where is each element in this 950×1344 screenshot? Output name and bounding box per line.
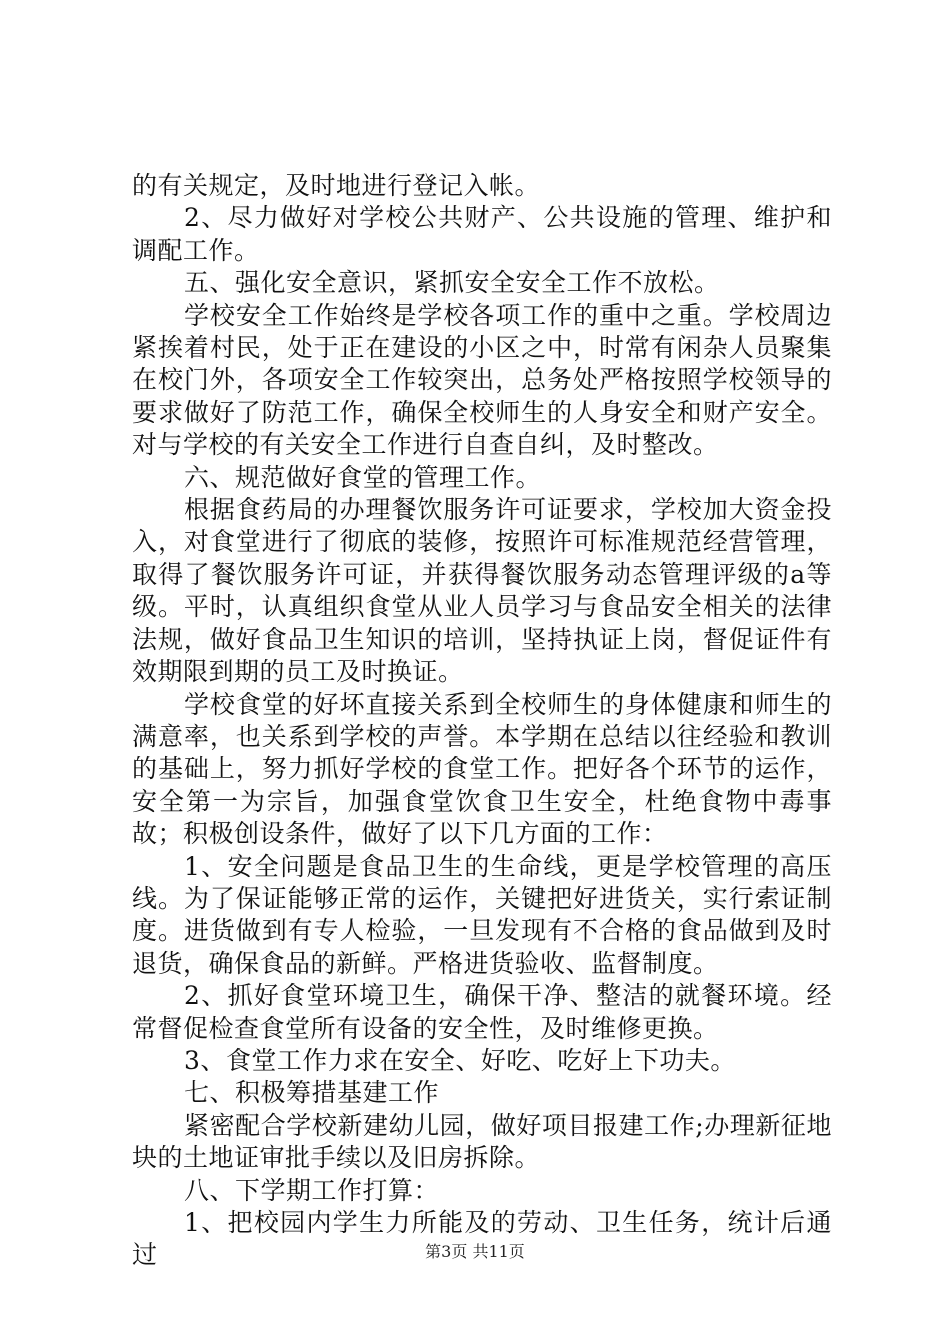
- section-heading-8-plan: 八、下学期工作打算：: [184, 1175, 440, 1205]
- section-heading-5-safety: 五、强化安全意识，紧抓安全安全工作不放松。: [184, 268, 720, 298]
- document-body: [132, 170, 832, 1272]
- paragraph-safety-work: 学校安全工作始终是学校各项工作的重中之重。学校周边紧挨着村民，处于正在建设的小区之中，时常有闲杂人员聚集在校门外，各项安全工作较突出，总务处严格按照学校领导的要求做好了防范工作，确保全校师生的人身安全和财产安全。对与学校的有关安全工作进行自查自纠，及时整改。: [132, 300, 832, 460]
- paragraph-canteen-license: 根据食药局的办理餐饮服务许可证要求，学校加大资金投入，对食堂进行了彻底的装修，按照许可标准规范经营管理，取得了餐饮服务许可证，并获得餐饮服务动态管理评级的a等级。平时，认真组织食堂从业人员学习与食品安全相关的法律法规，做好食品卫生知识的培训，坚持执证上岗，督促证件有效期限到期的员工及时换证。: [132, 495, 832, 687]
- paragraph-item-2-property: 2、尽力做好对学校公共财产、公共设施的管理、维护和调配工作。: [132, 203, 832, 265]
- paragraph-item-2-hygiene: 2、抓好食堂环境卫生，确保干净、整洁的就餐环境。经常督促检查食堂所有设备的安全性，及时维修更换。: [132, 981, 832, 1043]
- section-heading-6-canteen: 六、规范做好食堂的管理工作。: [184, 462, 542, 492]
- paragraph-plan-item-1: 1、把校园内学生力所能及的劳动、卫生任务，统计后通过: [132, 1208, 832, 1270]
- paragraph-item-3-effort: 3、食堂工作力求在安全、好吃、吃好上下功夫。: [184, 1045, 736, 1075]
- paragraph-continuation: 的有关规定，及时地进行登记入帐。: [132, 171, 541, 200]
- section-heading-7-construction: 七、积极筹措基建工作: [184, 1078, 440, 1108]
- paragraph-canteen-quality: 学校食堂的好坏直接关系到全校师生的身体健康和师生的满意率，也关系到学校的声誉。本学期在总结以往经验和教训的基础上，努力抓好学校的食堂工作。把好各个环节的运作，安全第一为宗旨，加强食堂饮食卫生安全，杜绝食物中毒事故；积极创设条件，做好了以下几方面的工作：: [132, 689, 832, 849]
- page-number-footer: 第3页 共11页: [425, 1242, 525, 1261]
- paragraph-kindergarten: 紧密配合学校新建幼儿园，做好项目报建工作;办理新征地块的土地证审批手续以及旧房拆除。: [132, 1110, 832, 1173]
- paragraph-item-1-food-safety: 1、安全问题是食品卫生的生命线，更是学校管理的高压线。为了保证能够正常的运作，关键把好进货关，实行索证制度。进货做到有专人检验，一旦发现有不合格的食品做到及时退货，确保食品的新鲜。严格进货验收、监督制度。: [132, 851, 832, 978]
